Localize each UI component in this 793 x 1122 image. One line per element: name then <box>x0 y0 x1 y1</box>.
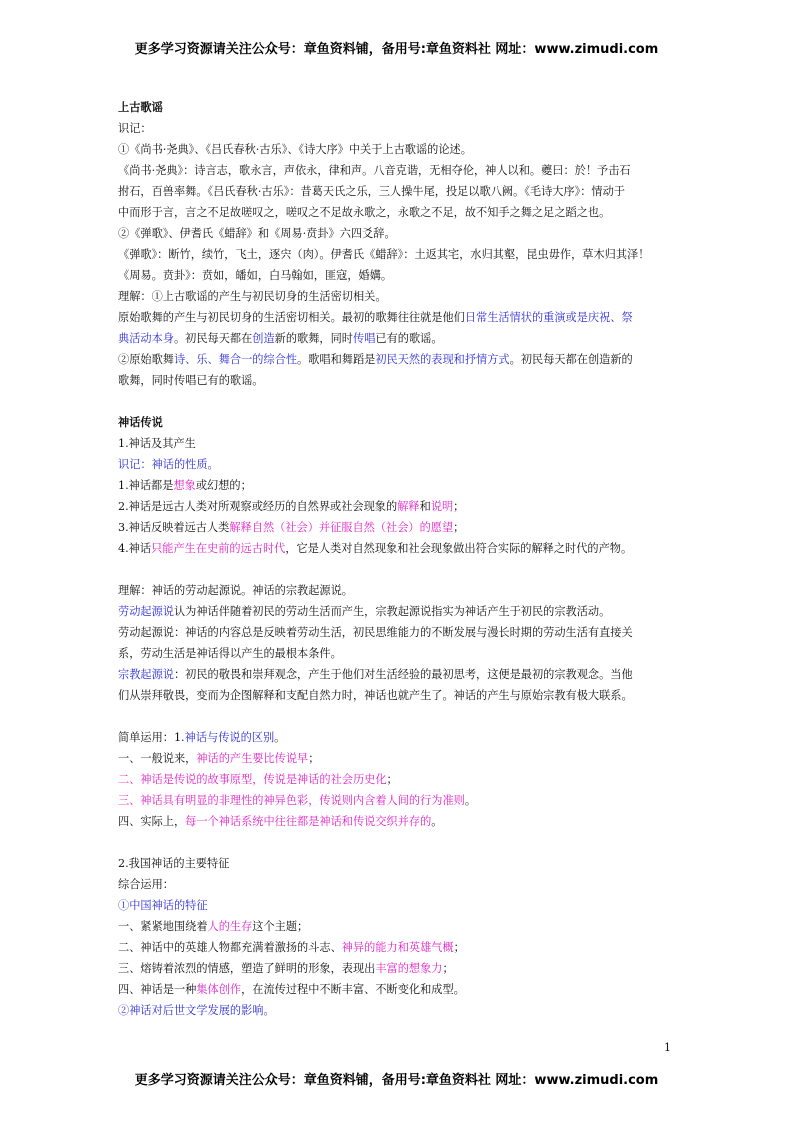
highlighted-text: 日常生活情状的重演或是庆祝、祭 <box>464 311 633 324</box>
blank-line <box>118 391 674 412</box>
text-segment: 。 <box>274 731 286 744</box>
text-segment: 1.神话都是 <box>118 479 174 492</box>
highlighted-text: 每一个神话系统中往往都是神话和传说交织并存的 <box>185 815 432 828</box>
text-segment: 4.神话 <box>118 542 152 555</box>
text-line <box>118 895 674 916</box>
text-line <box>118 181 674 202</box>
text-segment: 新的歌舞，同时 <box>274 332 353 345</box>
text-segment: 和 <box>419 500 431 513</box>
text-segment: ②《弹歌》、伊耆氏《蜡辞》和《周易·贲卦》六四爻辞。 <box>118 227 396 240</box>
highlighted-text: 人的生存 <box>207 920 253 933</box>
highlighted-text: 丰富的想象力 <box>375 962 443 975</box>
text-segment: 一、一般说来， <box>118 752 197 765</box>
highlighted-text: ①中国神话的特征 <box>118 899 208 912</box>
text-segment: ①《尚书·尧典》、《吕氏春秋·古乐》、《诗大序》中关于上古歌谣的论述。 <box>118 143 472 156</box>
blank-line <box>118 559 674 580</box>
text-segment: 神话传说 <box>118 416 163 429</box>
text-segment: 三、熔铸着浓烈的情感，塑造了鲜明的形象，表现出 <box>118 962 376 975</box>
text-line <box>118 790 674 811</box>
highlighted-text: 诗、乐、舞合一的综合性 <box>173 353 298 366</box>
blank-line <box>118 706 674 727</box>
text-segment: 。初民每天都在创造新的 <box>509 353 633 366</box>
highlighted-text: 三、神话具有明显的非理性的神异色彩，传说则内含着人间的行为准则 <box>118 794 465 807</box>
text-line <box>118 811 674 832</box>
text-segment: ； <box>453 500 465 513</box>
text-line <box>118 916 674 937</box>
text-segment: 理解：神话的劳动起源说。神话的宗教起源说。 <box>118 584 353 597</box>
text-segment: 劳动起源说：神话的内容总是反映着劳动生活，初民思维能力的不断发展与漫长时期的劳动生活有直接关 <box>118 626 633 639</box>
text-line <box>118 118 674 139</box>
text-segment: 二、神话中的英雄人物都充满着激扬的斗志、 <box>118 941 342 954</box>
footer-banner: 更多学习资源请关注公众号：章鱼资料铺，备用号:章鱼资料社 网址：www.zimudi.com <box>134 1073 659 1088</box>
text-segment: ； <box>308 752 320 765</box>
highlighted-text: 宗教起源说 <box>118 668 174 681</box>
text-segment: ； <box>453 941 465 954</box>
highlighted-text: 神话的产生要比传说早 <box>196 752 309 765</box>
text-line <box>118 496 674 517</box>
text-segment: 。 <box>464 794 477 807</box>
text-line <box>118 223 674 244</box>
text-line <box>118 139 674 160</box>
text-segment: ，它是人类对自然现象和社会现象做出符合实际的解释之时代的产物。 <box>285 542 633 555</box>
section-heading <box>118 412 674 433</box>
text-line <box>118 286 674 307</box>
text-segment: 2.我国神话的主要特征 <box>118 857 230 870</box>
highlighted-text: 集体创作 <box>196 983 242 996</box>
text-segment: 《尚书·尧典》：诗言志，歌永言，声依永，律和声。八音克谐，无相夺伦，神人以和。夔曰：於！予击石 <box>118 164 631 177</box>
highlighted-text: 劳动起源说 <box>118 605 174 618</box>
text-line <box>118 937 674 958</box>
text-segment: 中而形于言，言之不足故嗟叹之，嗟叹之不足故永歌之，永歌之不足，故不知手之舞之足之蹈之也。 <box>118 206 611 219</box>
text-line <box>118 748 674 769</box>
blank-line <box>118 832 674 853</box>
highlighted-text: 想象 <box>173 479 196 492</box>
text-line <box>118 622 674 643</box>
text-segment: 。 <box>431 815 443 828</box>
text-segment: 原始歌舞的产生与初民切身的生活密切相关。最初的歌舞往往就是他们 <box>118 311 465 324</box>
text-segment: 理解：①上古歌谣的产生与初民切身的生活密切相关。 <box>118 290 387 303</box>
text-line <box>118 958 674 979</box>
highlighted-text: 创造 <box>252 332 275 345</box>
text-segment: 系，劳动生活是神话得以产生的最根本条件。 <box>118 647 342 660</box>
highlighted-text: 传唱 <box>353 332 376 345</box>
header-banner: 更多学习资源请关注公众号：章鱼资料铺，备用号:章鱼资料社 网址：www.zimudi.com <box>134 42 659 57</box>
text-segment: 识记： <box>118 122 152 135</box>
text-line <box>118 160 674 181</box>
text-line <box>118 643 674 664</box>
highlighted-text: 识记： <box>118 458 152 471</box>
text-segment: ； <box>442 962 454 975</box>
highlighted-text: 神异的能力和英雄气概 <box>341 941 454 954</box>
text-segment: 3.神话反映着远古人类 <box>118 521 230 534</box>
text-line <box>118 307 674 328</box>
highlighted-text: 只能产生在史前的远古时代 <box>151 542 286 555</box>
text-line <box>118 1000 674 1021</box>
text-segment: 《弹歌》：断竹，续竹，飞土，逐宍（肉）。伊耆氏《蜡辞》：土返其宅，水归其壑，昆虫毋作，草木归其泽！ <box>118 248 650 261</box>
text-segment: 。初民每天都在 <box>173 332 253 345</box>
text-segment: 《周易。贲卦》：贲如，皤如，白马翰如，匪寇，婚媾。 <box>118 269 393 282</box>
text-line <box>118 685 674 706</box>
document-body <box>118 97 674 1021</box>
text-line <box>118 538 674 559</box>
text-segment: 这个主题； <box>252 920 309 933</box>
highlighted-text: 解释 <box>397 500 420 513</box>
text-segment: 2.神话是远古人类对所观察或经历的自然界或社会现象的 <box>118 500 398 513</box>
text-segment: 四、神话是一种 <box>118 983 197 996</box>
highlighted-text: 说明 <box>430 500 454 513</box>
text-segment: ； <box>386 773 398 786</box>
text-line <box>118 517 674 538</box>
text-segment: 一、紧紧地围绕着 <box>118 920 208 933</box>
text-segment: 拊石，百兽率舞。《吕氏春秋·古乐》：昔葛天氏之乐，三人操牛尾，投足以歌八阙。《毛诗大序》：情动于 <box>118 185 625 198</box>
text-line <box>118 202 674 223</box>
text-line <box>118 853 674 874</box>
text-line <box>118 265 674 286</box>
text-segment: 简单运用：1. <box>118 731 185 744</box>
page-number: 1 <box>664 1041 671 1054</box>
text-segment: 上古歌谣 <box>118 101 163 114</box>
highlighted-text: 典活动本身 <box>118 332 174 345</box>
highlighted-text: 神话与传说的区别 <box>184 731 275 744</box>
text-segment: ； <box>453 521 465 534</box>
text-segment: 综合运用： <box>118 878 174 891</box>
highlighted-text: 二、神话是传说的故事原型，传说是神话的社会历史化 <box>118 773 387 786</box>
text-segment: 1.神话及其产生 <box>118 437 196 450</box>
highlighted-text: ②神话对后世文学发展的影响。 <box>118 1004 275 1017</box>
section-heading <box>118 97 674 118</box>
text-line <box>118 454 674 475</box>
highlighted-text: 初民天然的表现和抒情方式 <box>375 353 510 366</box>
text-line <box>118 328 674 349</box>
text-segment: 已有的歌谣。 <box>375 332 443 345</box>
text-line <box>118 874 674 895</box>
text-segment: 四、实际上， <box>118 815 186 828</box>
text-line <box>118 349 674 370</box>
text-line <box>118 769 674 790</box>
text-segment: 歌舞，同时传唱已有的歌谣。 <box>118 374 264 387</box>
text-line <box>118 244 674 265</box>
text-segment: 们从崇拜敬畏，变而为企图解释和支配自然力时，神话也就产生了。神话的产生与原始宗教有极大联系。 <box>118 689 633 702</box>
text-segment: ，在流传过程中不断丰富、不断变化和成型。 <box>241 983 465 996</box>
text-line <box>118 664 674 685</box>
text-line <box>118 601 674 622</box>
text-line <box>118 433 674 454</box>
text-line <box>118 580 674 601</box>
text-segment: 或幻想的； <box>195 479 252 492</box>
highlighted-text: 神话的性质。 <box>151 458 219 471</box>
highlighted-text: 解释自然（社会）并征服自然（社会）的愿望 <box>229 521 454 534</box>
text-segment: 。歌唱和舞蹈是 <box>297 353 376 366</box>
text-line <box>118 727 674 748</box>
text-segment: ：初民的敬畏和崇拜观念，产生于他们对生活经验的最初思考，这便是最初的宗教观念。当他 <box>173 668 633 681</box>
text-segment: 认为神话伴随着初民的劳动生活而产生，宗教起源说指实为神话产生于初民的宗教活动。 <box>173 605 611 618</box>
text-line <box>118 475 674 496</box>
text-line <box>118 979 674 1000</box>
text-segment: ②原始歌舞 <box>118 353 174 366</box>
text-line <box>118 370 674 391</box>
